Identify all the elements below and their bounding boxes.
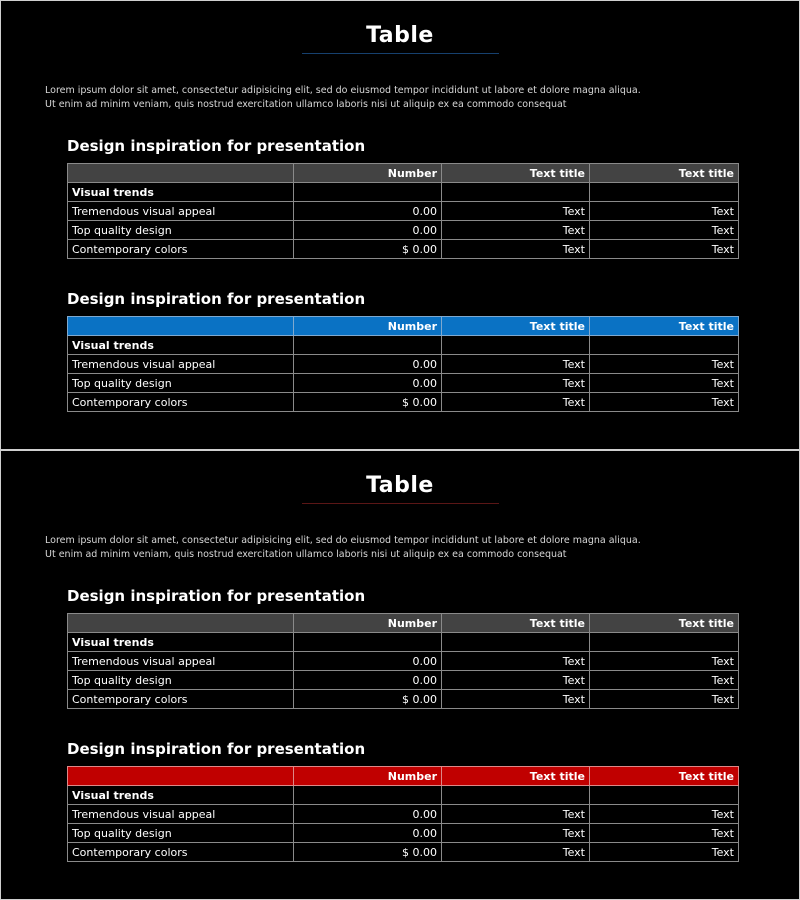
row-text: Text	[590, 671, 739, 690]
header-cell-number: Number	[294, 317, 442, 336]
table-row	[68, 843, 739, 862]
row-number: 0.00	[294, 374, 442, 393]
table-header-row	[68, 614, 739, 633]
row-label: Contemporary colors	[68, 240, 294, 259]
table-heading: Design inspiration for presentation	[67, 290, 366, 308]
header-cell-label	[68, 317, 294, 336]
group-label: Visual trends	[68, 336, 294, 355]
slide-title: Table	[366, 23, 434, 48]
group-label: Visual trends	[68, 786, 294, 805]
row-text: Text	[442, 374, 590, 393]
table-group-row	[68, 786, 739, 805]
table-cell	[442, 336, 590, 355]
slide-title: Table	[366, 473, 434, 498]
table-row	[68, 240, 739, 259]
row-text: Text	[590, 824, 739, 843]
row-text: Text	[442, 843, 590, 862]
header-cell-text-title: Text title	[590, 317, 739, 336]
header-cell-text-title: Text title	[590, 614, 739, 633]
table-cell	[294, 183, 442, 202]
table-heading: Design inspiration for presentation	[67, 587, 366, 605]
row-label: Contemporary colors	[68, 843, 294, 862]
header-cell-text-title: Text title	[442, 317, 590, 336]
row-label: Top quality design	[68, 671, 294, 690]
row-label: Top quality design	[68, 824, 294, 843]
header-cell-text-title: Text title	[590, 164, 739, 183]
intro-line: Ut enim ad minim veniam, quis nostrud exercitation ullamco laboris nisi ut aliquip ex ea commodo consequat	[45, 99, 567, 110]
row-number: 0.00	[294, 221, 442, 240]
table-cell	[590, 183, 739, 202]
table-row	[68, 690, 739, 709]
intro-line: Lorem ipsum dolor sit amet, consectetur adipisicing elit, sed do eiusmod tempor incididunt ut labore et dolore magna aliqua.	[45, 535, 641, 546]
row-text: Text	[590, 843, 739, 862]
row-text: Text	[442, 671, 590, 690]
row-label: Tremendous visual appeal	[68, 652, 294, 671]
row-text: Text	[590, 690, 739, 709]
row-number: $ 0.00	[294, 393, 442, 412]
header-cell-text-title: Text title	[442, 767, 590, 786]
row-text: Text	[442, 690, 590, 709]
row-text: Text	[442, 240, 590, 259]
table-row	[68, 652, 739, 671]
header-cell-number: Number	[294, 164, 442, 183]
row-number: 0.00	[294, 652, 442, 671]
table-group-row	[68, 633, 739, 652]
table-cell	[590, 336, 739, 355]
group-label: Visual trends	[68, 633, 294, 652]
table-cell	[294, 633, 442, 652]
row-text: Text	[442, 652, 590, 671]
row-number: $ 0.00	[294, 240, 442, 259]
table-heading: Design inspiration for presentation	[67, 137, 366, 155]
row-number: 0.00	[294, 355, 442, 374]
row-text: Text	[442, 805, 590, 824]
row-text: Text	[442, 202, 590, 221]
row-text: Text	[442, 824, 590, 843]
row-text: Text	[590, 652, 739, 671]
header-cell-text-title: Text title	[442, 164, 590, 183]
table-row	[68, 374, 739, 393]
row-label: Tremendous visual appeal	[68, 355, 294, 374]
table-row	[68, 671, 739, 690]
header-cell-text-title: Text title	[590, 767, 739, 786]
table-row	[68, 805, 739, 824]
title-underline	[302, 53, 499, 54]
table-cell	[294, 786, 442, 805]
table-row	[68, 355, 739, 374]
table-row	[68, 202, 739, 221]
row-number: 0.00	[294, 805, 442, 824]
intro-line: Lorem ipsum dolor sit amet, consectetur adipisicing elit, sed do eiusmod tempor incididunt ut labore et dolore magna aliqua.	[45, 85, 641, 96]
header-cell-text-title: Text title	[442, 614, 590, 633]
row-label: Tremendous visual appeal	[68, 805, 294, 824]
table-cell	[590, 786, 739, 805]
row-text: Text	[442, 355, 590, 374]
row-label: Tremendous visual appeal	[68, 202, 294, 221]
row-number: 0.00	[294, 671, 442, 690]
row-text: Text	[442, 221, 590, 240]
row-label: Contemporary colors	[68, 393, 294, 412]
table-cell	[294, 336, 442, 355]
table-header-row	[68, 164, 739, 183]
row-number: $ 0.00	[294, 690, 442, 709]
row-text: Text	[590, 202, 739, 221]
row-text: Text	[590, 355, 739, 374]
data-table-blue	[67, 316, 739, 412]
row-label: Top quality design	[68, 221, 294, 240]
title-underline	[302, 503, 499, 504]
header-cell-label	[68, 164, 294, 183]
table-heading: Design inspiration for presentation	[67, 740, 366, 758]
row-text: Text	[590, 805, 739, 824]
table-row	[68, 393, 739, 412]
table-row	[68, 221, 739, 240]
data-table-grey	[67, 613, 739, 709]
slide-2	[0, 450, 800, 900]
header-cell-label	[68, 614, 294, 633]
group-label: Visual trends	[68, 183, 294, 202]
table-header-row	[68, 767, 739, 786]
intro-paragraph	[45, 534, 765, 562]
row-text: Text	[442, 393, 590, 412]
intro-paragraph	[45, 84, 765, 112]
row-label: Contemporary colors	[68, 690, 294, 709]
table-cell	[590, 633, 739, 652]
header-cell-number: Number	[294, 614, 442, 633]
table-cell	[442, 786, 590, 805]
table-cell	[442, 183, 590, 202]
table-group-row	[68, 336, 739, 355]
table-group-row	[68, 183, 739, 202]
table-cell	[442, 633, 590, 652]
row-number: 0.00	[294, 824, 442, 843]
header-cell-label	[68, 767, 294, 786]
row-text: Text	[590, 374, 739, 393]
row-number: $ 0.00	[294, 843, 442, 862]
table-header-row	[68, 317, 739, 336]
header-cell-number: Number	[294, 767, 442, 786]
table-row	[68, 824, 739, 843]
row-label: Top quality design	[68, 374, 294, 393]
row-text: Text	[590, 240, 739, 259]
data-table-red	[67, 766, 739, 862]
data-table-grey	[67, 163, 739, 259]
row-text: Text	[590, 221, 739, 240]
row-number: 0.00	[294, 202, 442, 221]
intro-line: Ut enim ad minim veniam, quis nostrud exercitation ullamco laboris nisi ut aliquip ex ea commodo consequat	[45, 549, 567, 560]
row-text: Text	[590, 393, 739, 412]
